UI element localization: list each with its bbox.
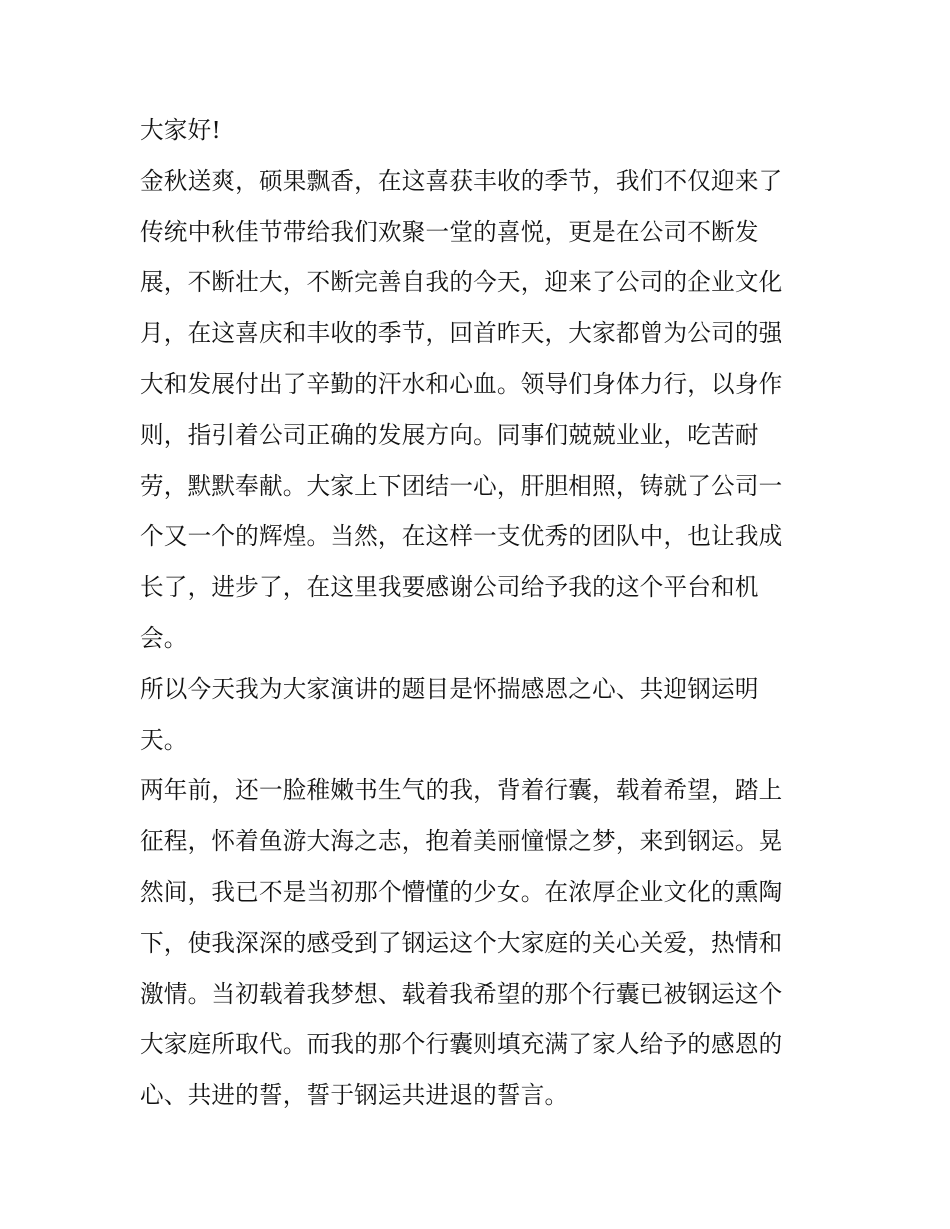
text-line: 会。 xyxy=(140,623,188,652)
text-line: 大和发展付出了辛勤的汗水和心血。领导们身体力行，以身作 xyxy=(140,369,783,398)
text-line: 心、共进的誓，誓于钢运共进退的誓言。 xyxy=(140,1081,569,1110)
text-line: 个又一个的辉煌。当然，在这样一支优秀的团队中，也让我成 xyxy=(140,522,783,551)
text-line-speech-title: 天。 xyxy=(140,725,188,754)
text-line: 然间，我已不是当初那个懵懂的少女。在浓厚企业文化的熏陶 xyxy=(140,877,783,906)
text-line: 下，使我深深的感受到了钢运这个大家庭的关心关爱，热情和 xyxy=(140,928,783,957)
text-line: 传统中秋佳节带给我们欢聚一堂的喜悦，更是在公司不断发 xyxy=(140,217,759,246)
text-line-speech-title: 所以今天我为大家演讲的题目是怀揣感恩之心、共迎钢运明 xyxy=(140,674,759,703)
text-line: 大家庭所取代。而我的那个行囊则填充满了家人给予的感恩的 xyxy=(140,1030,783,1059)
text-line-greeting: 大家好! xyxy=(140,116,222,144)
text-line: 征程，怀着鱼游大海之志，抱着美丽憧憬之梦，来到钢运。晃 xyxy=(140,827,783,856)
text-line: 劳，默默奉献。大家上下团结一心，肝胆相照，铸就了公司一 xyxy=(140,471,783,500)
text-line: 展，不断壮大，不断完善自我的今天，迎来了公司的企业文化 xyxy=(140,268,783,297)
speech-text-body xyxy=(140,109,820,1125)
text-line: 长了，进步了，在这里我要感谢公司给予我的这个平台和机 xyxy=(140,573,759,602)
text-line: 则，指引着公司正确的发展方向。同事们兢兢业业，吃苦耐 xyxy=(140,420,759,449)
text-line: 金秋送爽，硕果飘香，在这喜获丰收的季节，我们不仅迎来了 xyxy=(140,166,783,195)
text-line: 月，在这喜庆和丰收的季节，回首昨天，大家都曾为公司的强 xyxy=(140,319,783,348)
text-line: 两年前，还一脸稚嫩书生气的我，背着行囊，载着希望，踏上 xyxy=(140,776,783,805)
text-line: 激情。当初载着我梦想、载着我希望的那个行囊已被钢运这个 xyxy=(140,979,783,1008)
